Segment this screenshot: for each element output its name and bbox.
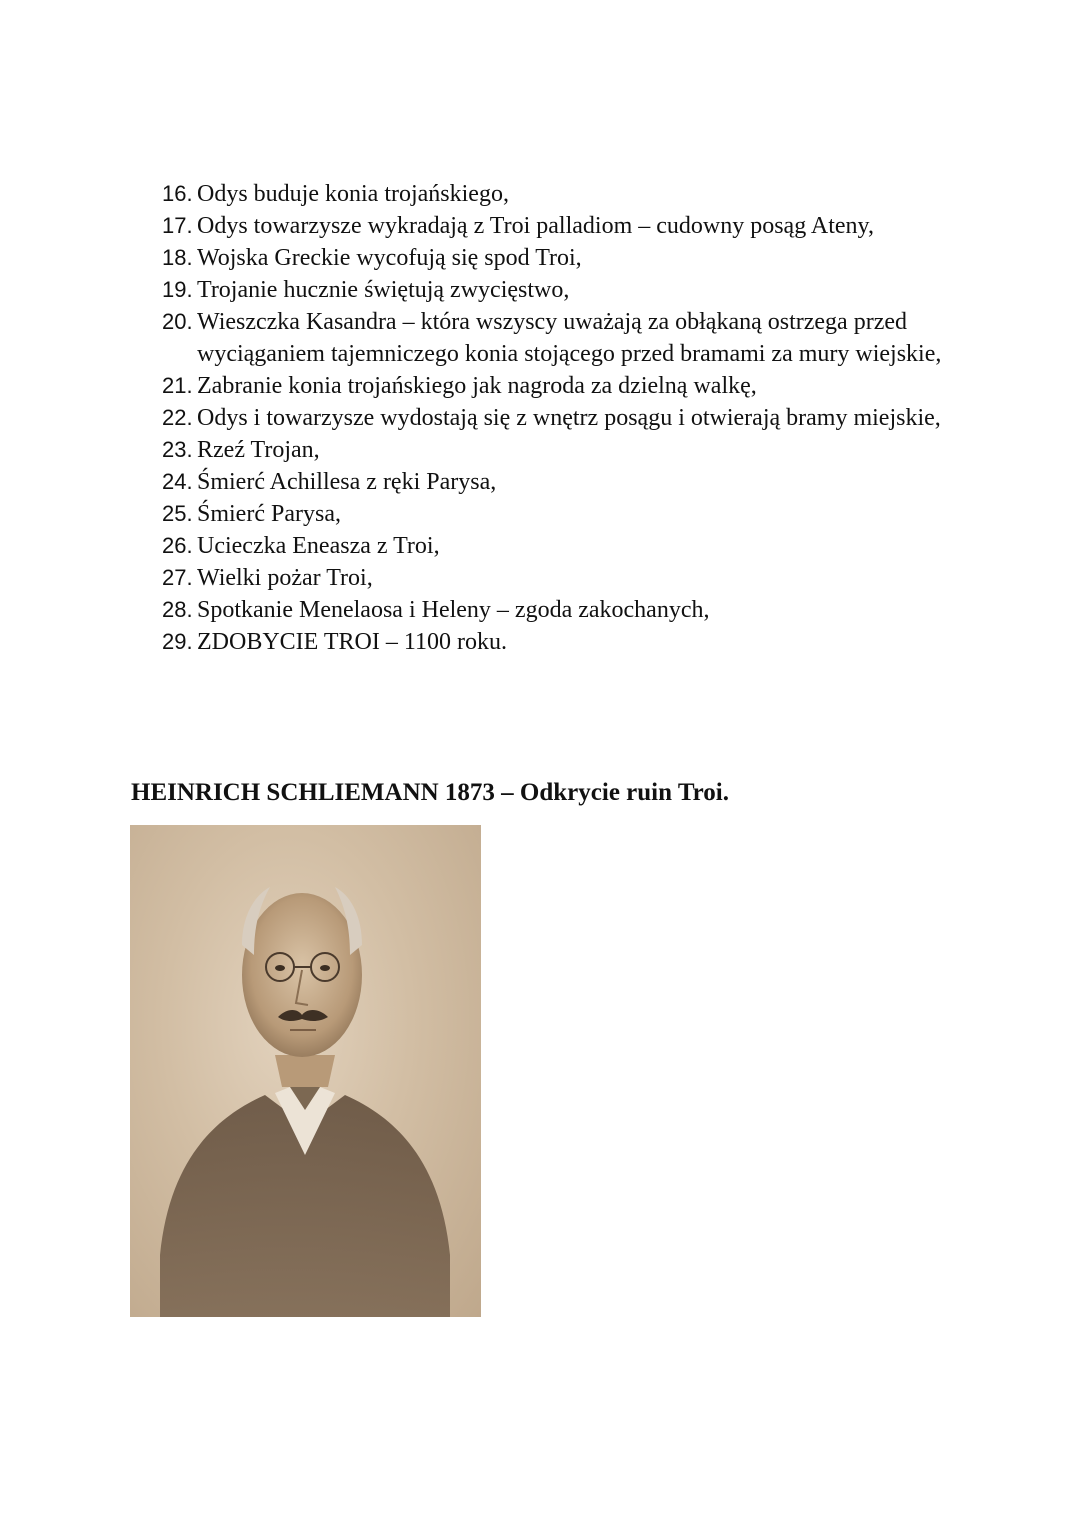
item-text: Rzeź Trojan, <box>197 437 320 463</box>
item-text: Odys towarzysze wykradają z Troi palladiom – cudowny posąg Ateny, <box>197 213 874 239</box>
item-text: Wielki pożar Troi, <box>197 565 373 591</box>
item-number: 17. <box>162 213 193 238</box>
item-number: 19. <box>162 277 193 302</box>
portrait-figure-icon <box>130 825 481 1317</box>
item-text: Spotkanie Menelaosa i Heleny – zgoda zakochanych, <box>197 597 710 623</box>
item-number: 16. <box>162 181 193 206</box>
list-item <box>162 466 992 498</box>
item-number: 24. <box>162 469 193 494</box>
item-number: 21. <box>162 373 193 398</box>
list-item <box>162 434 992 466</box>
list-item <box>162 530 992 562</box>
list-item <box>162 210 992 242</box>
section-heading: HEINRICH SCHLIEMANN 1873 – Odkrycie ruin Troi. <box>131 779 729 806</box>
item-text: Śmierć Achillesa z ręki Parysa, <box>197 469 497 495</box>
item-text: ZDOBYCIE TROI – 1100 roku. <box>197 629 507 655</box>
list-item <box>162 498 992 530</box>
item-number: 29. <box>162 629 193 654</box>
item-text: Śmierć Parysa, <box>197 501 341 527</box>
list-item <box>162 626 992 658</box>
list-item <box>162 274 992 306</box>
item-text: Odys buduje konia trojańskiego, <box>197 181 509 207</box>
item-number: 22. <box>162 405 193 430</box>
portrait-photo <box>130 825 481 1317</box>
item-number: 25. <box>162 501 193 526</box>
item-number: 18. <box>162 245 193 270</box>
item-number: 26. <box>162 533 193 558</box>
item-text: Wojska Greckie wycofują się spod Troi, <box>197 245 582 271</box>
event-list <box>162 178 992 658</box>
item-number: 27. <box>162 565 193 590</box>
item-text: Zabranie konia trojańskiego jak nagroda za dzielną walkę, <box>197 373 757 399</box>
item-text: Trojanie hucznie świętują zwycięstwo, <box>197 277 570 303</box>
list-item <box>162 594 992 626</box>
item-text: Ucieczka Eneasza z Troi, <box>197 533 440 559</box>
item-text: Odys i towarzysze wydostają się z wnętrz posągu i otwierają bramy miejskie, <box>197 405 941 431</box>
list-item <box>162 562 992 594</box>
list-item <box>162 306 992 370</box>
item-number: 20. <box>162 309 193 334</box>
list-item <box>162 402 992 434</box>
item-number: 23. <box>162 437 193 462</box>
list-item <box>162 242 992 274</box>
list-item <box>162 178 992 210</box>
item-number: 28. <box>162 597 193 622</box>
list-item <box>162 370 992 402</box>
item-text: Wieszczka Kasandra – która wszyscy uważają za obłąkaną ostrzega przed wyciąganiem tajemniczego konia stojącego przed bramami za mury wiejskie, <box>197 309 942 367</box>
